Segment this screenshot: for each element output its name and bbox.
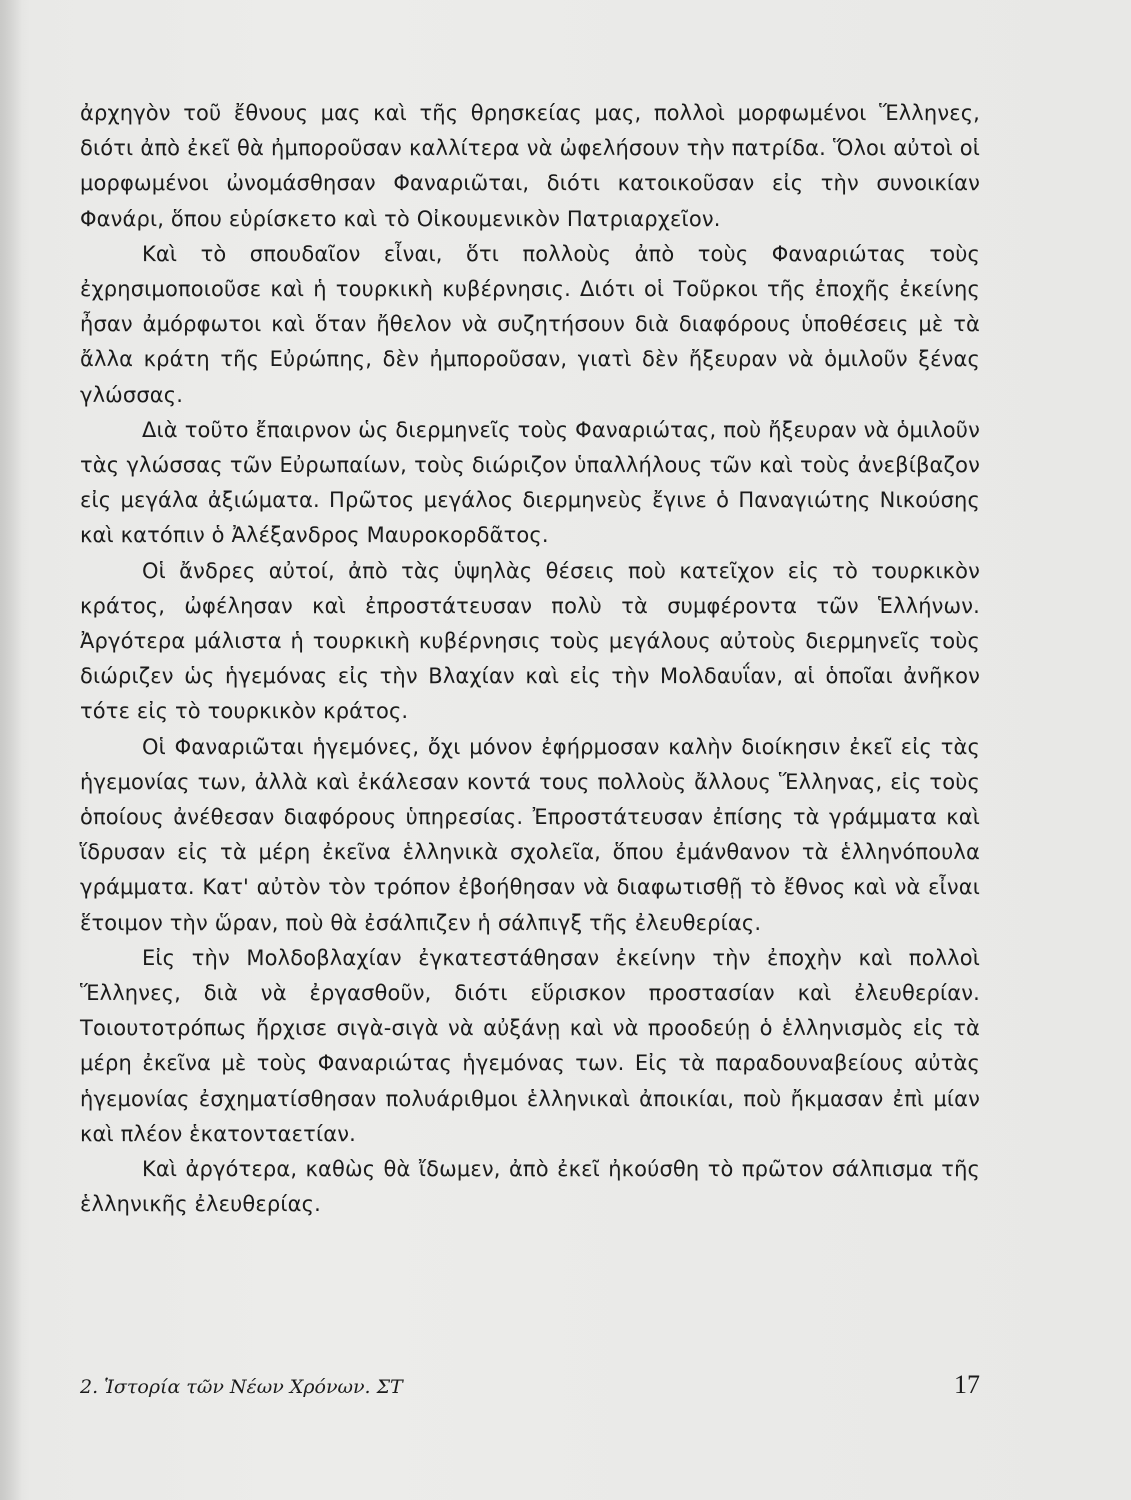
paragraph-6: Εἰς τὴν Μολδοβλαχίαν ἐγκατεστάθησαν ἐκείνην τὴν ἐποχὴν καὶ πολλοὶ Ἕλληνες, διὰ νὰ ἐργασθοῦν, διότι εὕρισκον προστασίαν καὶ ἐλευθερίαν. Τοιουτοτρόπως ἤρχισε σιγὰ-σιγὰ νὰ αὐξάνῃ καὶ νὰ προοδεύῃ ὁ ἑλληνισμὸς εἰς τὰ μέρη ἐκεῖνα μὲ τοὺς Φαναριώτας ἡγεμόνας των. Εἰς τὰ παραδουναβείους αὐτὰς ἡγεμονίας ἐσχηματίσθησαν πολυάριθμοι ἑλληνικαὶ ἀποικίαι, ποὺ ἤκμασαν ἐπὶ μίαν καὶ πλέον ἑκατονταετίαν. [80,945,980,1146]
page-number: 17 [954,1370,980,1399]
paragraph-5: Οἱ Φαναριῶται ἡγεμόνες, ὄχι μόνον ἐφήρμοσαν καλὴν διοίκησιν ἐκεῖ εἰς τὰς ἡγεμονίας των, ἀλλὰ καὶ ἐκάλεσαν κοντά τους πολλοὺς ἄλλους Ἕλληνας, εἰς τοὺς ὁποίους ἀνέθεσαν διαφόρους ὑπηρεσίας. Ἐπροστάτευσαν ἐπίσης τὰ γράμματα καὶ ἵδρυσαν εἰς τὰ μέρη ἐκεῖνα ἑλληνικὰ σχολεῖα, ὅπου ἐμάνθανον τὰ ἑλληνόπουλα γράμματα. Κατ' αὐτὸν τὸν τρόπον ἐβοήθησαν νὰ διαφωτισθῇ τὸ ἔθνος καὶ νὰ εἶναι ἕτοιμον τὴν ὥραν, ποὺ θὰ ἐσάλπιζεν ἡ σάλπιγξ τῆς ἐλευθερίας. [80,734,980,935]
paragraph-2: Καὶ τὸ σπουδαῖον εἶναι, ὅτι πολλοὺς ἀπὸ τοὺς Φαναριώτας τοὺς ἐχρησιμοποιοῦσε καὶ ἡ τουρκικὴ κυβέρνησις. Διότι οἱ Τοῦρκοι τῆς ἐποχῆς ἐκείνης ἦσαν ἀμόρφωτοι καὶ ὅταν ἤθελον νὰ συζητήσουν διὰ διαφόρους ὑποθέσεις μὲ τὰ ἄλλα κράτη τῆς Εὐρώπης, δὲν ἠμποροῦσαν, γιατὶ δὲν ἤξευραν νὰ ὁμιλοῦν ξένας γλώσσας. [80,241,980,407]
paragraph-4: Οἱ ἄνδρες αὐτοί, ἀπὸ τὰς ὑψηλὰς θέσεις ποὺ κατεῖχον εἰς τὸ τουρκικὸν κράτος, ὠφέλησαν καὶ ἐπροστάτευσαν πολὺ τὰ συμφέροντα τῶν Ἑλλήνων. Ἀργότερα μάλιστα ἡ τουρκικὴ κυβέρνησις τοὺς μεγάλους αὐτοὺς διερμηνεῖς τοὺς διώριζεν ὡς ἡγεμόνας εἰς τὴν Βλαχίαν καὶ εἰς τὴν Μολδαυΐαν, αἱ ὁποῖαι ἀνῆκον τότε εἰς τὸ τουρκικὸν κράτος. [80,558,980,724]
paragraph-1: ἀρχηγὸν τοῦ ἔθνους μας καὶ τῆς θρησκείας μας, πολλοὶ μορφωμένοι Ἕλληνες, διότι ἀπὸ ἐκεῖ θὰ ἠμποροῦσαν καλλίτερα νὰ ὠφελήσουν τὴν πατρίδα. Ὅλοι αὐτοὶ οἱ μορφωμένοι ὠνομάσθησαν Φαναριῶται, διότι κατοικοῦσαν εἰς τὴν συνοικίαν Φανάρι, ὅπου εὑρίσκετο καὶ τὸ Οἰκουμενικὸν Πατριαρχεῖον. [80,101,980,231]
paragraph-7: Καὶ ἀργότερα, καθὼς θὰ ἴδωμεν, ἀπὸ ἐκεῖ ἠκούσθη τὸ πρῶτον σάλπισμα τῆς ἑλληνικῆς ἐλευθερίας. [80,1157,980,1217]
page-footer [80,1370,980,1410]
paragraph-3: Διὰ τοῦτο ἔπαιρνον ὡς διερμηνεῖς τοὺς Φαναριώτας, ποὺ ἤξευραν νὰ ὁμιλοῦν τὰς γλώσσας τῶν Εὐρωπαίων, τοὺς διώριζον ὑπαλλήλους τῶν καὶ τοὺς ἀνεβίβαζον εἰς μεγάλα ἀξιώματα. Πρῶτος μεγάλος διερμηνεὺς ἔγινε ὁ Παναγιώτης Νικούσης καὶ κατόπιν ὁ Ἀλέξανδρος Μαυροκορδᾶτος. [80,417,980,548]
body-text [80,96,980,1223]
spine-shadow [0,0,22,1500]
signature-mark: 2. Ἱστορία τῶν Νέων Χρόνων. ΣΤ [80,1376,403,1398]
